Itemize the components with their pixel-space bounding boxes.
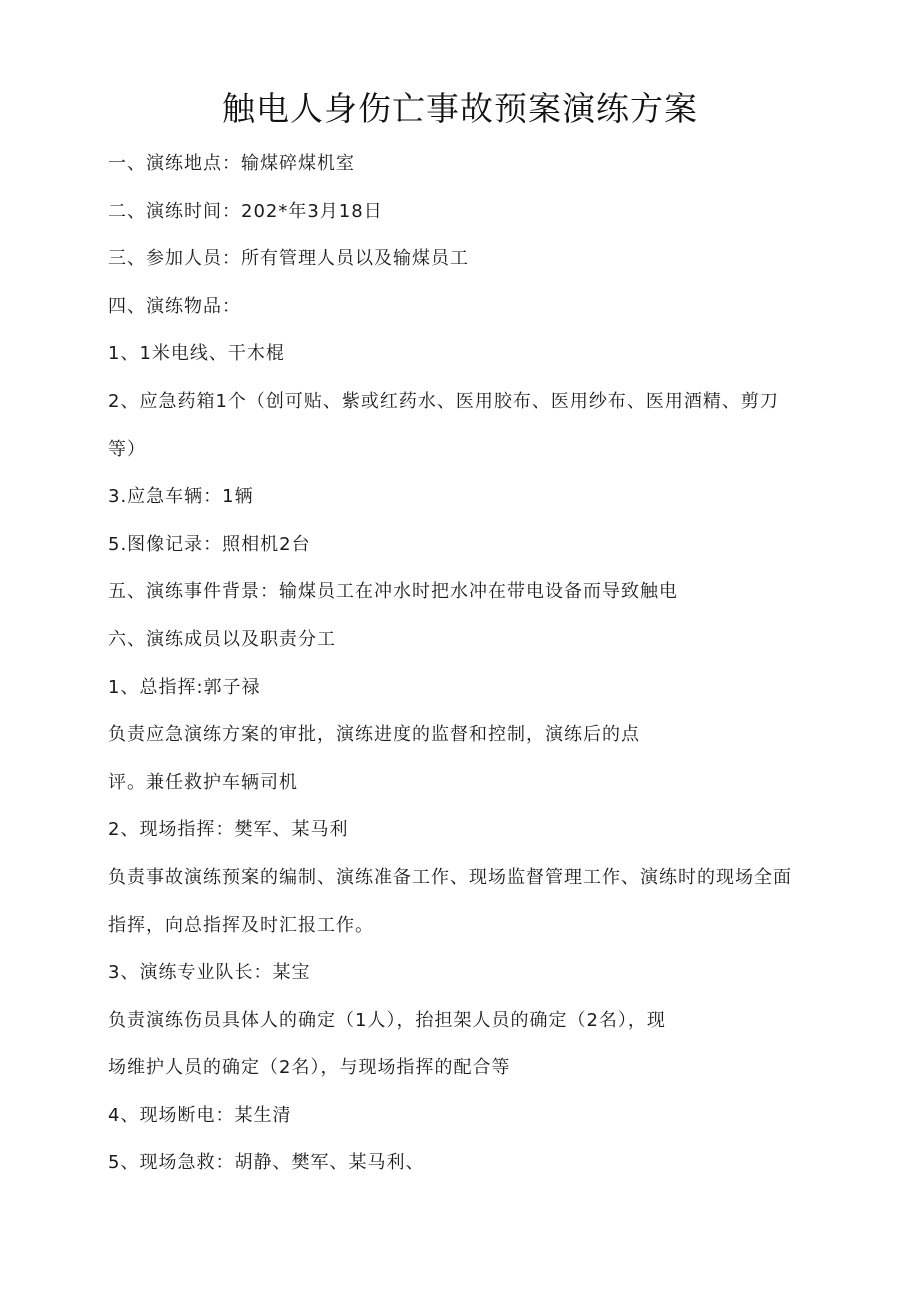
role-first-aid: 5、现场急救：胡静、樊军、某马利、 [108,1152,425,1174]
material-item-3: 3.应急车辆：1辆 [108,486,254,508]
section-participants: 三、参加人员：所有管理人员以及输煤员工 [108,248,469,270]
material-item-5: 5.图像记录：照相机2台 [108,533,311,555]
document-title: 触电人身伤亡事故预案演练方案 [222,89,698,128]
role-power-cut: 4、现场断电：某生清 [108,1104,292,1126]
section-location: 一、演练地点：输煤碎煤机室 [108,153,355,174]
document-body [108,140,848,1187]
role-team-leader-duty: 负责演练伤员具体人的确定（1人），抬担架人员的确定（2名），现 [108,1009,666,1031]
section-materials: 四、演练物品： [108,295,241,317]
section-time: 二、演练时间：202*年3月18日 [108,200,383,222]
section-background: 五、演练事件背景：输煤员工在冲水时把水冲在带电设备而导致触电 [108,581,678,603]
role-commander-duty: 负责应急演练方案的审批，演练进度的监督和控制，演练后的点 [108,724,640,746]
section-roles: 六、演练成员以及职责分工 [108,628,336,650]
role-site-commander: 2、现场指挥：樊军、某马利 [108,819,349,841]
role-site-commander-duty-cont: 指挥，向总指挥及时汇报工作。 [108,914,374,936]
role-site-commander-duty: 负责事故演练预案的编制、演练准备工作、现场监督管理工作、演练时的现场全面 [108,866,792,888]
role-team-leader: 3、演练专业队长：某宝 [108,962,311,984]
material-item-2: 2、应急药箱1个（创可贴、紫或红药水、医用胶布、医用纱布、医用酒精、剪刀 [108,390,779,412]
material-item-1: 1、1米电线、干木棍 [108,343,285,365]
role-team-leader-duty-cont: 场维护人员的确定（2名），与现场指挥的配合等 [108,1057,511,1079]
material-item-2-cont: 等） [108,438,146,460]
role-commander-duty-cont: 评。兼任救护车辆司机 [108,771,298,793]
role-commander: 1、总指挥:郭子禄 [108,676,261,698]
